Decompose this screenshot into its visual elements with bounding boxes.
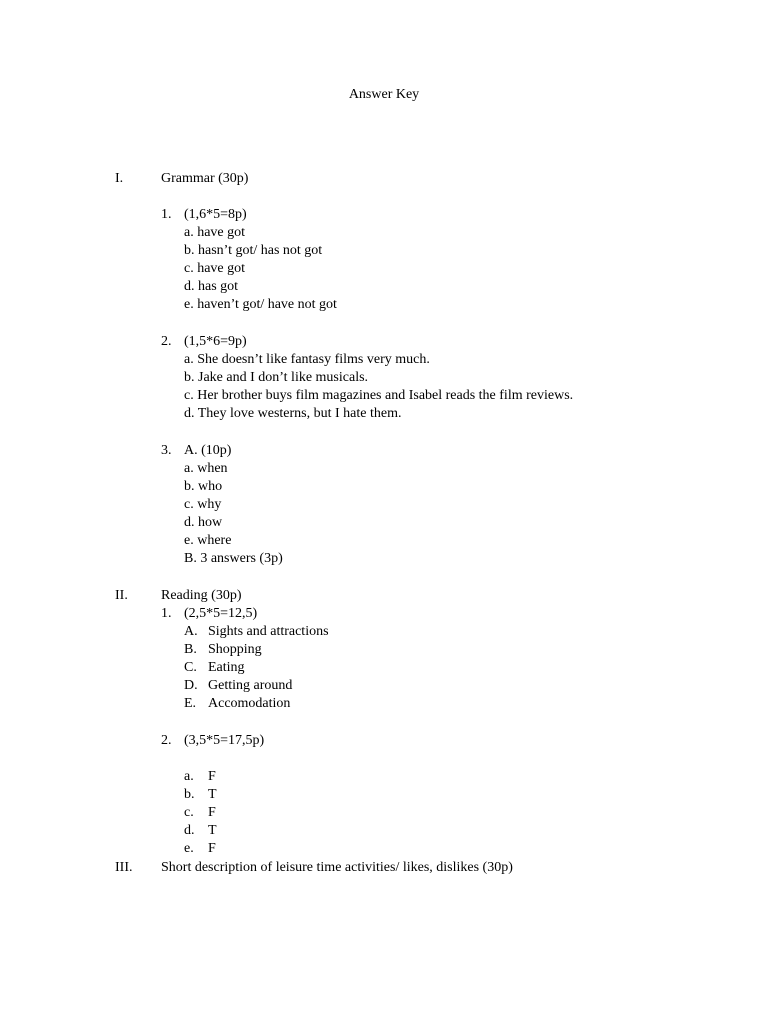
reading-q2-item-label: d. xyxy=(184,823,195,838)
reading-q1-item-text: Accomodation xyxy=(208,696,291,711)
section-2-numeral: II. xyxy=(115,588,128,603)
grammar-q3-item: a. when xyxy=(184,461,228,476)
page-title: Answer Key xyxy=(348,87,420,102)
grammar-q3-item: b. who xyxy=(184,479,223,494)
grammar-q3-part-b: B. 3 answers (3p) xyxy=(184,551,283,566)
reading-q1-item-label: B. xyxy=(184,642,197,657)
reading-q2-item-text: T xyxy=(208,823,217,838)
grammar-q3-item: e. where xyxy=(184,533,232,548)
grammar-q1-item: d. has got xyxy=(184,279,239,294)
grammar-q1-item: a. have got xyxy=(184,225,246,240)
reading-q2-item-text: F xyxy=(208,805,216,820)
grammar-q3-part-a: A. (10p) xyxy=(184,443,232,458)
reading-q2-number: 2. xyxy=(161,733,172,748)
grammar-q3-item: c. why xyxy=(184,497,222,512)
grammar-q3-number: 3. xyxy=(161,443,172,458)
section-1-heading: Grammar (30p) xyxy=(161,171,249,186)
section-3-heading: Short description of leisure time activities/ likes, dislikes (30p) xyxy=(161,860,513,875)
reading-q1-item-text: Shopping xyxy=(208,642,262,657)
section-2-heading: Reading (30p) xyxy=(161,588,242,603)
reading-q1-item-text: Getting around xyxy=(208,678,293,693)
grammar-q1-item: e. haven’t got/ have not got xyxy=(184,297,337,312)
reading-q2-item-text: T xyxy=(208,787,217,802)
reading-q2-points: (3,5*5=17,5p) xyxy=(184,733,265,748)
reading-q2-item-label: c. xyxy=(184,805,194,820)
grammar-q3-item: d. how xyxy=(184,515,223,530)
section-1-numeral: I. xyxy=(115,171,124,186)
reading-q2-item-text: F xyxy=(208,769,216,784)
grammar-q2-item: d. They love westerns, but I hate them. xyxy=(184,406,402,421)
grammar-q1-points: (1,6*5=8p) xyxy=(184,207,247,222)
reading-q1-item-text: Sights and attractions xyxy=(208,624,329,639)
reading-q1-item-label: A. xyxy=(184,624,198,639)
reading-q1-item-text: Eating xyxy=(208,660,245,675)
grammar-q2-item: a. She doesn’t like fantasy films very much. xyxy=(184,352,430,367)
grammar-q2-number: 2. xyxy=(161,334,172,349)
reading-q2-item-label: e. xyxy=(184,841,194,856)
reading-q1-item-label: E. xyxy=(184,696,197,711)
grammar-q2-item: c. Her brother buys film magazines and Isabel reads the film reviews. xyxy=(184,388,574,403)
grammar-q2-points: (1,5*6=9p) xyxy=(184,334,247,349)
reading-q1-item-label: C. xyxy=(184,660,197,675)
reading-q2-item-label: a. xyxy=(184,769,194,784)
grammar-q1-number: 1. xyxy=(161,207,172,222)
reading-q1-number: 1. xyxy=(161,606,172,621)
section-3-numeral: III. xyxy=(115,860,133,875)
reading-q1-points: (2,5*5=12,5) xyxy=(184,606,258,621)
grammar-q1-item: c. have got xyxy=(184,261,246,276)
reading-q2-item-text: F xyxy=(208,841,216,856)
grammar-q1-item: b. hasn’t got/ has not got xyxy=(184,243,323,258)
reading-q1-item-label: D. xyxy=(184,678,198,693)
reading-q2-item-label: b. xyxy=(184,787,195,802)
grammar-q2-item: b. Jake and I don’t like musicals. xyxy=(184,370,369,385)
